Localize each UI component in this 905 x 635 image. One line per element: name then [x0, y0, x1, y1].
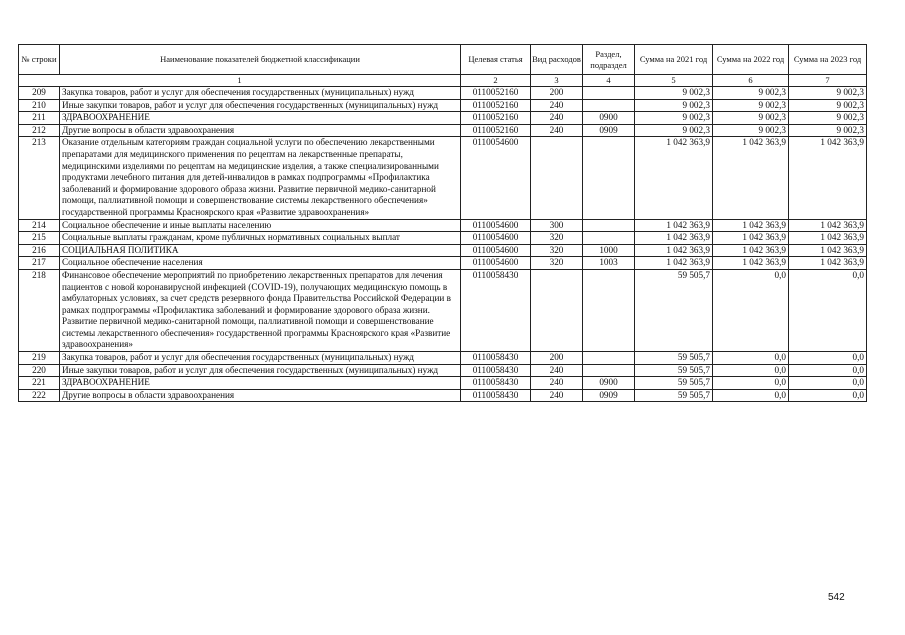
row-name: Социальное обеспечение населения: [60, 257, 461, 270]
row-target-article: 0110054600: [461, 137, 531, 219]
table-row: [19, 219, 867, 232]
row-sum-2021: 9 002,3: [635, 124, 713, 137]
row-number: 219: [19, 352, 60, 365]
row-sum-2023: 9 002,3: [789, 112, 867, 125]
row-sum-2022: 9 002,3: [713, 87, 789, 100]
row-sum-2023: 1 042 363,9: [789, 257, 867, 270]
row-number: 217: [19, 257, 60, 270]
row-expense-type: 320: [531, 257, 583, 270]
row-target-article: 0110058430: [461, 352, 531, 365]
row-name: Другие вопросы в области здравоохранения: [60, 389, 461, 402]
row-expense-type: 240: [531, 377, 583, 390]
row-sum-2021: 1 042 363,9: [635, 137, 713, 219]
row-target-article: 0110054600: [461, 244, 531, 257]
row-sum-2022: 1 042 363,9: [713, 244, 789, 257]
row-number: 218: [19, 269, 60, 351]
table-row: [19, 99, 867, 112]
column-number-5: 5: [635, 75, 713, 87]
row-section: 0909: [583, 389, 635, 402]
row-number: 212: [19, 124, 60, 137]
row-section: [583, 87, 635, 100]
row-sum-2022: 9 002,3: [713, 112, 789, 125]
row-name: Закупка товаров, работ и услуг для обеспечения государственных (муниципальных) нужд: [60, 87, 461, 100]
row-name: СОЦИАЛЬНАЯ ПОЛИТИКА: [60, 244, 461, 257]
row-number: 211: [19, 112, 60, 125]
row-expense-type: 240: [531, 124, 583, 137]
header-expense-type: Вид расходов: [531, 45, 583, 75]
row-sum-2023: 9 002,3: [789, 124, 867, 137]
header-name: Наименование показателей бюджетной классификации: [60, 45, 461, 75]
table-row: [19, 87, 867, 100]
row-sum-2023: 1 042 363,9: [789, 219, 867, 232]
table-row: [19, 364, 867, 377]
row-section: 0909: [583, 124, 635, 137]
row-sum-2023: 0,0: [789, 352, 867, 365]
table-row: [19, 377, 867, 390]
row-target-article: 0110054600: [461, 232, 531, 245]
row-sum-2022: 1 042 363,9: [713, 257, 789, 270]
row-sum-2022: 0,0: [713, 389, 789, 402]
row-sum-2022: 0,0: [713, 364, 789, 377]
row-name: Финансовое обеспечение мероприятий по приобретению лекарственных препаратов для лечения пациентов с новой коронавирусной инфекцией (COVID-19), получающих медицинскую помощь в амбулаторных условиях, за счет средств резервного фонда Правительства Российской Федерации в рамках подпрограммы «Профилактика заболеваний и формирование здорового образа жизни. Развитие первичной медико-санитарной помощи, паллиативной помощи и совершенствование системы лекарственного обеспечения» государственной программы Красноярского края «Развитие здравоохранения»: [60, 269, 461, 351]
header-sum-2022: Сумма на 2022 год: [713, 45, 789, 75]
column-number-7: 7: [789, 75, 867, 87]
table-row: [19, 232, 867, 245]
column-number-row: [19, 75, 867, 87]
row-name: Закупка товаров, работ и услуг для обеспечения государственных (муниципальных) нужд: [60, 352, 461, 365]
row-section: 0900: [583, 377, 635, 390]
row-expense-type: 240: [531, 389, 583, 402]
row-target-article: 0110052160: [461, 124, 531, 137]
row-expense-type: 200: [531, 352, 583, 365]
row-expense-type: 240: [531, 364, 583, 377]
row-sum-2023: 0,0: [789, 364, 867, 377]
table-row: [19, 352, 867, 365]
header-row: [19, 45, 867, 75]
row-name: Иные закупки товаров, работ и услуг для обеспечения государственных (муниципальных) нужд: [60, 364, 461, 377]
table-row: [19, 269, 867, 351]
row-sum-2022: 9 002,3: [713, 124, 789, 137]
row-expense-type: 320: [531, 244, 583, 257]
row-sum-2022: 9 002,3: [713, 99, 789, 112]
row-expense-type: 240: [531, 112, 583, 125]
row-name: ЗДРАВООХРАНЕНИЕ: [60, 377, 461, 390]
column-number-4: 4: [583, 75, 635, 87]
row-number: 213: [19, 137, 60, 219]
row-sum-2021: 1 042 363,9: [635, 257, 713, 270]
row-target-article: 0110052160: [461, 99, 531, 112]
table-row: [19, 244, 867, 257]
row-sum-2021: 59 505,7: [635, 389, 713, 402]
row-section: [583, 364, 635, 377]
row-sum-2021: 9 002,3: [635, 112, 713, 125]
row-sum-2023: 0,0: [789, 389, 867, 402]
table-row: [19, 112, 867, 125]
row-section: 1003: [583, 257, 635, 270]
row-expense-type: [531, 269, 583, 351]
row-sum-2022: 1 042 363,9: [713, 232, 789, 245]
row-expense-type: [531, 137, 583, 219]
row-number: 221: [19, 377, 60, 390]
row-sum-2022: 0,0: [713, 377, 789, 390]
row-number: 216: [19, 244, 60, 257]
row-sum-2021: 9 002,3: [635, 99, 713, 112]
row-section: [583, 137, 635, 219]
row-target-article: 0110054600: [461, 219, 531, 232]
page-number: 542: [828, 592, 845, 603]
row-sum-2022: 0,0: [713, 269, 789, 351]
row-section: [583, 352, 635, 365]
row-number: 222: [19, 389, 60, 402]
row-section: [583, 219, 635, 232]
row-section: [583, 232, 635, 245]
row-expense-type: 200: [531, 87, 583, 100]
row-sum-2023: 1 042 363,9: [789, 137, 867, 219]
row-name: Другие вопросы в области здравоохранения: [60, 124, 461, 137]
header-section: Раздел, подраздел: [583, 45, 635, 75]
row-name: Социальные выплаты гражданам, кроме публичных нормативных социальных выплат: [60, 232, 461, 245]
row-sum-2021: 59 505,7: [635, 269, 713, 351]
table-row: [19, 124, 867, 137]
header-sum-2021: Сумма на 2021 год: [635, 45, 713, 75]
row-name: Оказание отдельным категориям граждан социальной услуги по обеспечению лекарственными препаратами для медицинского применения по рецептам на лекарственные препараты, медицинскими изделиями по рецептам на медицинские изделия, а также специализированными продуктами лечебного питания для детей-инвалидов в рамках подпрограммы «Профилактика заболеваний и формирование здорового образа жизни. Развитие первичной медико-санитарной помощи, паллиативной помощи и совершенствование системы лекарственного обеспечения» государственной программы Красноярского края «Развитие здравоохранения»: [60, 137, 461, 219]
row-sum-2022: 0,0: [713, 352, 789, 365]
row-sum-2021: 1 042 363,9: [635, 232, 713, 245]
table-row: [19, 389, 867, 402]
row-sum-2023: 9 002,3: [789, 87, 867, 100]
row-sum-2021: 9 002,3: [635, 87, 713, 100]
row-sum-2021: 59 505,7: [635, 352, 713, 365]
row-target-article: 0110058430: [461, 377, 531, 390]
row-sum-2022: 1 042 363,9: [713, 219, 789, 232]
row-sum-2022: 1 042 363,9: [713, 137, 789, 219]
row-sum-2023: 0,0: [789, 269, 867, 351]
row-sum-2023: 9 002,3: [789, 99, 867, 112]
header-row-number: № строки: [19, 45, 60, 75]
row-target-article: 0110052160: [461, 112, 531, 125]
row-name: Социальное обеспечение и иные выплаты населению: [60, 219, 461, 232]
row-target-article: 0110058430: [461, 269, 531, 351]
row-sum-2023: 1 042 363,9: [789, 232, 867, 245]
column-number-6: 6: [713, 75, 789, 87]
row-number: 210: [19, 99, 60, 112]
column-number-1: 1: [19, 75, 461, 87]
row-sum-2021: 59 505,7: [635, 377, 713, 390]
row-expense-type: 240: [531, 99, 583, 112]
row-number: 214: [19, 219, 60, 232]
row-sum-2021: 1 042 363,9: [635, 244, 713, 257]
row-target-article: 0110054600: [461, 257, 531, 270]
row-section: 1000: [583, 244, 635, 257]
column-number-3: 3: [531, 75, 583, 87]
row-sum-2023: 1 042 363,9: [789, 244, 867, 257]
row-number: 220: [19, 364, 60, 377]
row-target-article: 0110058430: [461, 389, 531, 402]
header-target-article: Целевая статья: [461, 45, 531, 75]
row-number: 209: [19, 87, 60, 100]
column-number-2: 2: [461, 75, 531, 87]
row-number: 215: [19, 232, 60, 245]
row-name: ЗДРАВООХРАНЕНИЕ: [60, 112, 461, 125]
row-section: [583, 269, 635, 351]
row-target-article: 0110052160: [461, 87, 531, 100]
table-row: [19, 137, 867, 219]
row-name: Иные закупки товаров, работ и услуг для обеспечения государственных (муниципальных) нужд: [60, 99, 461, 112]
row-section: [583, 99, 635, 112]
row-sum-2023: 0,0: [789, 377, 867, 390]
header-sum-2023: Сумма на 2023 год: [789, 45, 867, 75]
table-row: [19, 257, 867, 270]
row-target-article: 0110058430: [461, 364, 531, 377]
row-expense-type: 300: [531, 219, 583, 232]
row-sum-2021: 59 505,7: [635, 364, 713, 377]
row-sum-2021: 1 042 363,9: [635, 219, 713, 232]
budget-table: [18, 44, 867, 402]
row-expense-type: 320: [531, 232, 583, 245]
row-section: 0900: [583, 112, 635, 125]
